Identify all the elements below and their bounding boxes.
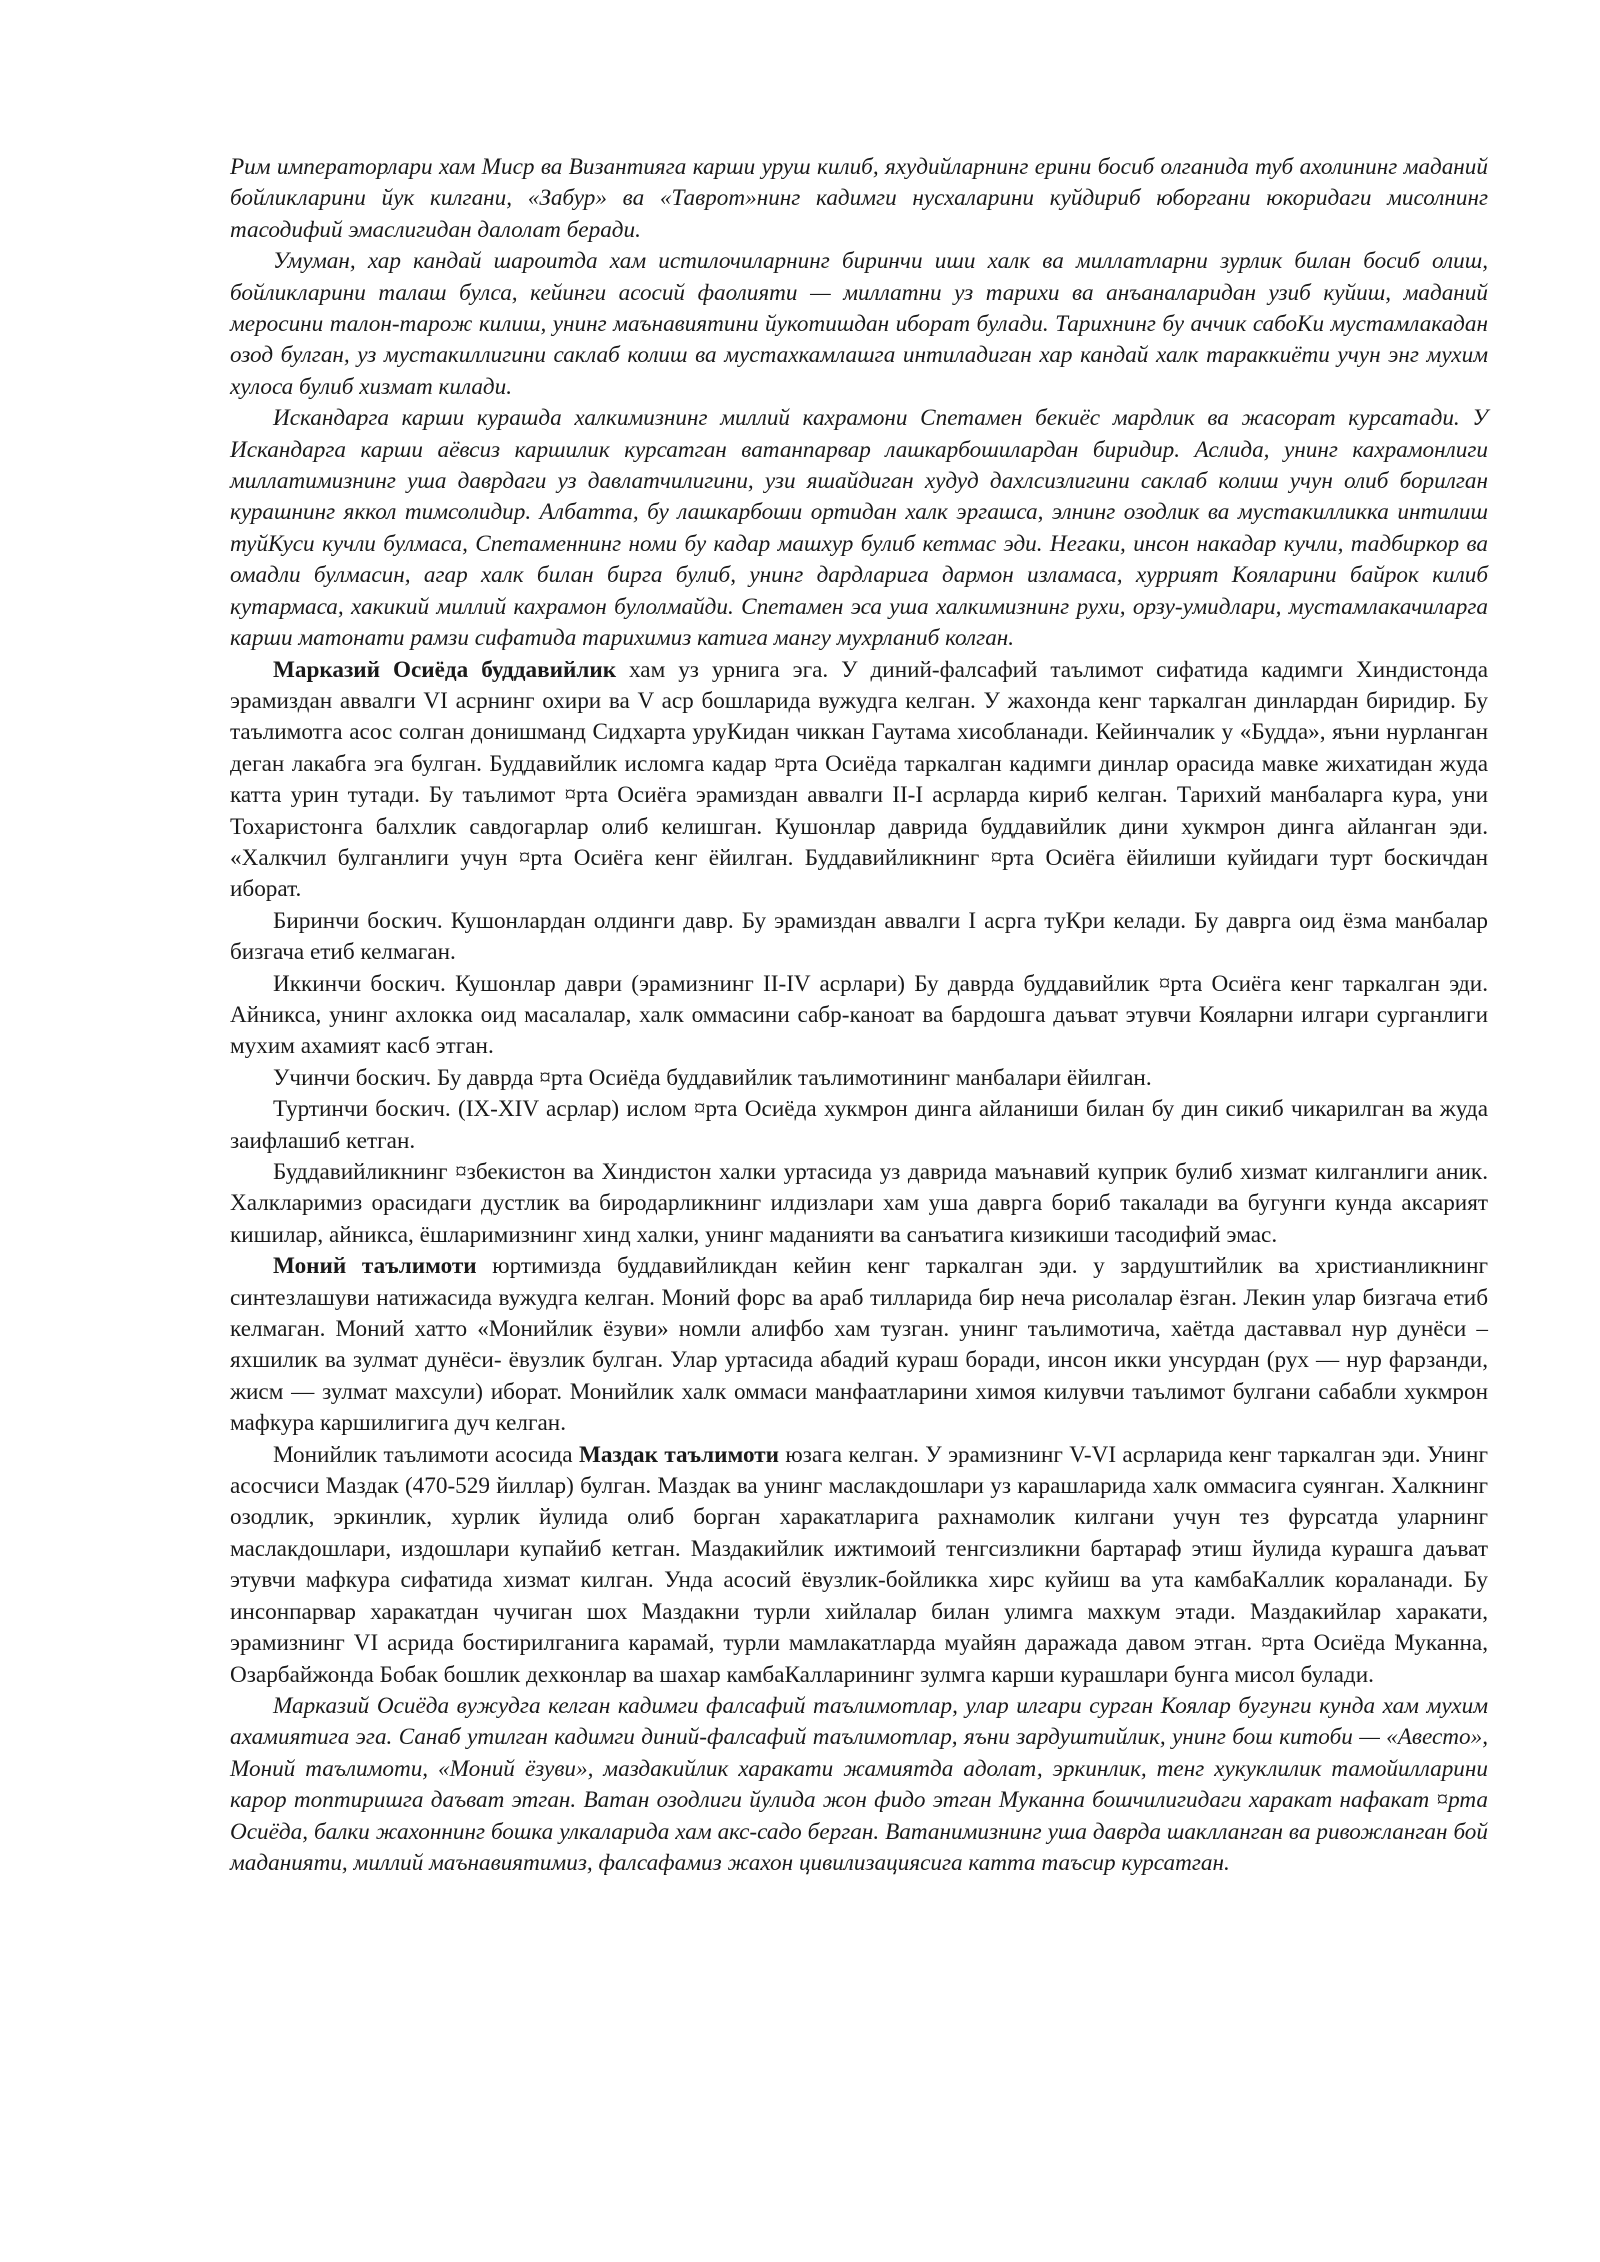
document-page: [230, 152, 1488, 1879]
paragraph-stage-1: [230, 906, 1488, 969]
paragraph-2: [230, 246, 1488, 403]
paragraph-stage-3-text: Учинчи боскич. Бу даврда ¤рта Осиёда буддавийлик таълимотининг манбалари ёйилган.: [273, 1064, 1152, 1091]
paragraph-3-text: Искандарга карши курашда халкимизнинг миллий кахрамони Спетамен бекиёс мардлик ва жасорат курсатади. У Искандарга карши аёвсиз каршилик курсатган ватанпарвар лашкарбошилардан биридир. Аслида, унинг кахрамонлиги миллатимизнинг уша даврдаги уз давлатчилигини, узи яшайдиган худуд дахлсизлигини саклаб колиш учун олиб борилган курашнинг яккол тимсолидир. Албатта, бу лашкарбоши ортидан халк эргашса, элнинг озодлик ва мустакилликка интилиш туйКуси кучли булмаса, Спетаменнинг номи бу кадар машхур булиб кетмас эди. Негаки, инсон накадар кучли, тадбиркор ва омадли булмасин, агар халк билан бирга булиб, унинг дардларига дармон изламаса, хуррият Кояларини байрок килиб кутармаса, хакикий миллий кахрамон булолмайди. Спетамен эса уша халкимизнинг рухи, орзу-умидлари, мустамлакачиларга карши матонати рамзи сифатида тарихимиз катига мангу мухрланиб колган.: [230, 405, 1488, 652]
paragraph-conclusion-text: Марказий Осиёда вужудга келган кадимги фалсафий таълимотлар, улар илгари сурган Коялар бугунги кунда хам мухим ахамиятига эга. Санаб утилган кадимги диний-фалсафий таълимотлар, яъни зардуштийлик, унинг бош китоби — «Авесто», Моний таълимоти, «Моний ёзуви», маздакийлик харакати жамиятда адолат, эркинлик, тенг хукуклилик тамойилларини карор топтиришга даъват этган. Ватан озодлиги йулида жон фидо этган Муканна бошчилигидаги харакат нафакат ¤рта Осиёда, балки жахоннинг бошка улкаларида хам акс-садо берган. Ватанимизнинг уша даврда шаклланган ва ривожланган бой маданияти, миллий маънавиятимиз, фалсафамиз жахон цивилизациясига катта таъсир курсатган.: [230, 1692, 1488, 1876]
paragraph-bridge-text: Буддавийликнинг ¤збекистон ва Хиндистон халки уртасида уз даврида маънавий куприк булиб хизмат килганлиги аник. Халкларимиз орасидаги дустлик ва биродарликнинг илдизлари хам уша даврга бориб такалади ва бугунги кунда аксарият кишилар, айникса, ёшларимизнинг хинд халки, унинг маданияти ва санъатига кизикиши тасодифий эмас.: [230, 1159, 1488, 1248]
paragraph-mani: [230, 1251, 1488, 1439]
paragraph-buddhism: [230, 655, 1488, 906]
paragraph-2-text: Умуман, хар кандай шароитда хам истилочиларнинг биринчи иши халк ва миллатларни зурлик билан босиб олиш, бойликларини талаш булса, кейинги асосий фаолияти — миллатни уз тарихи ва анъаналаридан узиб куйиш, маданий меросини талон-тарож килиш, унинг маънавиятини йукотишдан иборат булади. Тарихнинг бу аччик сабоКи мустамлакадан озод булган, уз мустакиллигини саклаб колиш ва мустахкамлашга интиладиган хар кандай халк тараккиёти учун энг мухим хулоса булиб хизмат килади.: [230, 248, 1488, 400]
paragraph-stage-4-text: Туртинчи боскич. (IX-XIV асрлар) ислом ¤рта Осиёда хукмрон динга айланиши билан бу дин сикиб чикарилган ва жуда заифлашиб кетган.: [230, 1096, 1488, 1154]
paragraph-mazdak-text: юзага келган. У эрамизнинг V-VI асрларида кенг таркалган эди. Унинг асосчиси Маздак (470-529 йиллар) булган. Маздак ва унинг маслакдошлари уз карашларида халк оммасига суянган. Халкнинг озодлик, эркинлик, хурлик йулида олиб борган харакатларига рахнамолик килгани учун тез фурсатда уларнинг маслакдошлари, издошлари купайиб кетган. Маздакийлик ижтимоий тенгсизликни бартараф этиш йулида курашга даъват этувчи мафкура сифатида хизмат килган. Унда асосий ёвузлик-бойликка хирс куйиш ва ута камбаКаллик кораланади. Бу инсонпарвар харакатдан чучиган шох Маздакни турли хийлалар билан улимга махкум этади. Маздакийлар харакати, эрамизнинг VI асрида бостирилганига карамай, турли мамлакатларда муайян даражада давом этган. ¤рта Осиёда Муканна, Озарбайжонда Бобак бошлик дехконлар ва шахар камбаКалларининг зулмга карши курашлари бунга мисол булади.: [230, 1441, 1488, 1688]
paragraph-stage-3: [230, 1063, 1488, 1094]
paragraph-stage-2-text: Иккинчи боскич. Кушонлар даври (эрамизнинг II-IV асрлари) Бу даврда буддавийлик ¤рта Осиёга кенг таркалган эди. Айникса, унинг ахлокка оид масалалар, халк оммасини сабр-каноат ва бардошга даъват этувчи Кояларни илгари сурганлиги мухим ахамият касб этган.: [230, 970, 1488, 1060]
paragraph-1-text: Рим императорлари хам Миср ва Византияга карши уруш килиб, яхудийларнинг ерини босиб олганида туб ахолининг маданий бойликларини йук килгани, «Забур» ва «Таврот»нинг кадимги нусхаларини куйдириб юборгани юкоридаги мисолнинг тасодифий эмаслигидан далолат беради.: [230, 154, 1488, 243]
heading-buddhism: Марказий Осиёда буддавийлик: [273, 656, 617, 683]
paragraph-stage-1-text: Биринчи боскич. Кушонлардан олдинги давр. Бу эрамиздан аввалги I асрга туКри келади. Бу даврга оид ёзма манбалар бизгача етиб келмаган.: [230, 907, 1488, 966]
paragraph-3: [230, 403, 1488, 654]
paragraph-1: [230, 152, 1488, 246]
paragraph-mani-text: юртимизда буддавийликдан кейин кенг таркалган эди. у зардуштийлик ва христианликнинг синтезлашуви натижасида вужудга келган. Моний форс ва араб тилларида бир неча рисолалар ёзган. Лекин улар бизгача етиб келмаган. Моний хатто «Монийлик ёзуви» номли алифбо хам тузган. унинг таълимотича, хаётда даставвал нур дунёси – яхшилик ва зулмат дунёси- ёвузлик булган. Улар уртасида абадий кураш боради, инсон икки унсурдан (рух — нур фарзанди, жисм — зулмат махсули) иборат. Монийлик халк оммаси манфаатларини химоя килувчи таълимот булгани сабабли хукмрон мафкура каршилигига дуч келган.: [230, 1253, 1488, 1437]
heading-mani: Моний таълимоти: [273, 1253, 477, 1280]
paragraph-buddhism-text: хам уз урнига эга. У диний-фалсафий таълимот сифатида кадимги Хиндистонда эрамиздан аввалги VI асрнинг охири ва V аср бошларида вужудга келган. У жахонда кенг таркалган динлардан биридир. Бу таълимотга асос солган донишманд Сидхарта уруКидан чиккан Гаутама хисобланади. Кейинчалик у «Будда», яъни нурланган деган лакабга эга булган. Буддавийлик исломга кадар ¤рта Осиёда таркалган кадимги динлар орасида мавке жихатидан жуда катта урин тутади. Бу таълимот ¤рта Осиёга эрамиздан аввалги II-I асрларда кириб келган. Тарихий манбаларга кура, уни Тохаристонга балхлик савдогарлар олиб келишган. Кушонлар даврида буддавийлик дини хукмрон динга айланган эди. «Халкчил булганлиги учун ¤рта Осиёга кенг ёйилган. Буддавийликнинг ¤рта Осиёга ёйилиши куйидаги турт боскичдан иборат.: [230, 656, 1489, 903]
paragraph-conclusion: [230, 1691, 1488, 1879]
paragraph-stage-2: [230, 969, 1488, 1063]
paragraph-mazdak-pre: Монийлик таълимоти асосида: [273, 1441, 579, 1468]
paragraph-mazdak: [230, 1440, 1488, 1691]
paragraph-bridge: [230, 1157, 1488, 1251]
heading-mazdak: Маздак таълимоти: [578, 1441, 780, 1468]
paragraph-stage-4: [230, 1094, 1488, 1157]
